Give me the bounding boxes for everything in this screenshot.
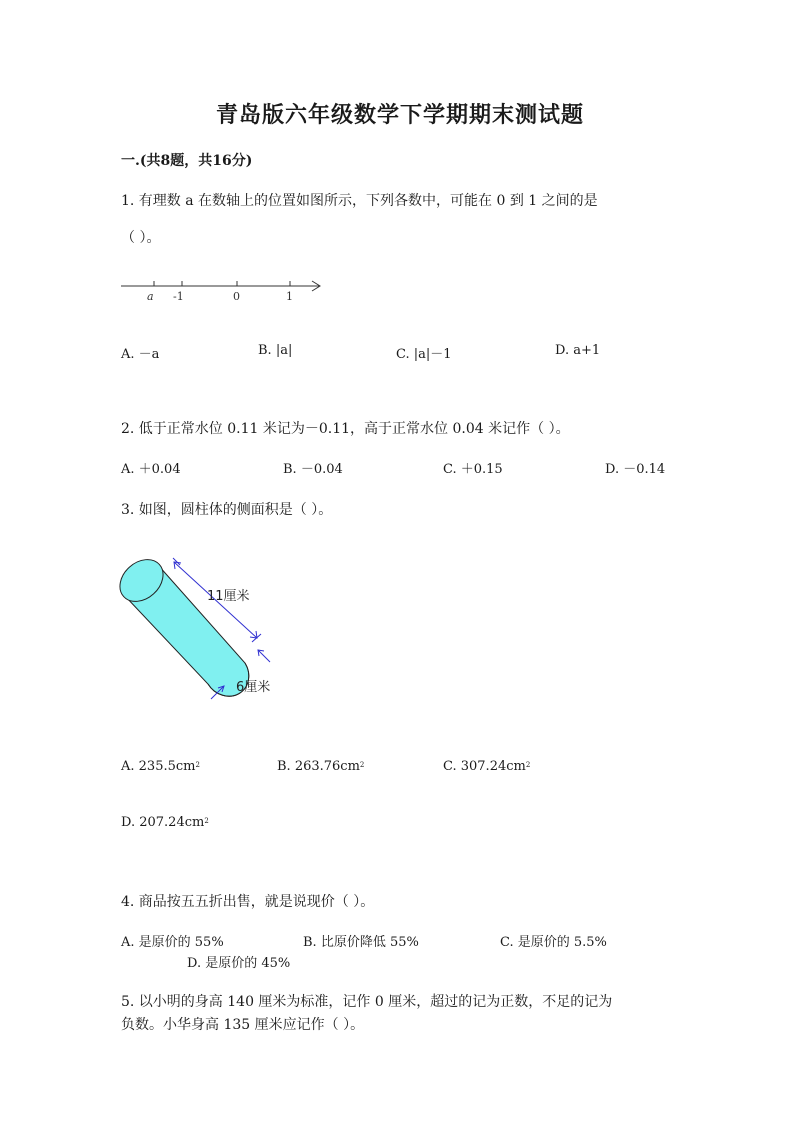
q1-option-a[interactable]: A. －a xyxy=(121,347,160,362)
label-1: 1 xyxy=(286,290,293,303)
q4-option-a[interactable]: A. 是原价的 55% xyxy=(121,935,224,950)
q3-option-b[interactable] xyxy=(277,759,364,774)
q3-option-c-label: C. 307.24cm xyxy=(443,759,526,774)
length-label: 11厘米 xyxy=(207,589,250,604)
q4-option-d[interactable]: D. 是原价的 45% xyxy=(187,956,291,971)
q1-option-b[interactable]: B. |a| xyxy=(258,343,293,358)
superscript: 2 xyxy=(195,761,200,769)
label-minus-1: -1 xyxy=(173,290,184,303)
q1-option-c[interactable]: C. |a|－1 xyxy=(396,347,452,362)
superscript: 2 xyxy=(359,761,365,769)
diameter-label: 6厘米 xyxy=(236,680,271,695)
q3-option-c[interactable] xyxy=(443,759,530,774)
diameter-arrow-top xyxy=(258,650,270,662)
q2-option-c[interactable]: C. ＋0.15 xyxy=(443,462,503,477)
number-line-figure xyxy=(115,272,330,308)
section-heading: 一.(共8题，共16分) xyxy=(121,153,253,169)
question-4-text: 4. 商品按五五折出售，就是说现价（ ）。 xyxy=(121,894,375,910)
superscript: 2 xyxy=(204,817,209,825)
q3-option-d-label: D. 207.24cm xyxy=(121,815,205,830)
question-2-text: 2. 低于正常水位 0.11 米记为－0.11，高于正常水位 0.04 米记作（ ）。 xyxy=(121,421,570,437)
q3-option-b-label: B. 263.76cm xyxy=(277,759,360,774)
q2-option-d[interactable]: D. －0.14 xyxy=(605,462,666,477)
q3-option-d[interactable] xyxy=(121,815,209,830)
label-a: a xyxy=(147,290,154,303)
page-title: 青岛版六年级数学下学期期末测试题 xyxy=(215,102,584,128)
q3-option-a-label: A. 235.5cm xyxy=(121,759,196,774)
cylinder-figure xyxy=(118,552,293,712)
q2-option-b[interactable]: B. －0.04 xyxy=(283,462,343,477)
q3-option-a[interactable] xyxy=(121,759,200,774)
superscript: 2 xyxy=(525,761,531,769)
question-3-text: 3. 如图，圆柱体的侧面积是（ ）。 xyxy=(121,502,333,518)
label-0: 0 xyxy=(233,290,240,303)
question-5-line-1: 5. 以小明的身高 140 厘米为标准，记作 0 厘米，超过的记为正数，不足的记为 xyxy=(121,994,613,1010)
q1-option-d[interactable]: D. a+1 xyxy=(555,343,601,358)
question-5-line-2: 负数。小华身高 135 厘米应记作（ ）。 xyxy=(121,1017,365,1033)
q4-option-b[interactable]: B. 比原价降低 55% xyxy=(303,935,419,950)
q2-option-a[interactable]: A. ＋0.04 xyxy=(121,462,181,477)
question-1-text: 1. 有理数 a 在数轴上的位置如图所示，下列各数中，可能在 0 到 1 之间的是 xyxy=(121,193,598,209)
q4-option-c[interactable]: C. 是原价的 5.5% xyxy=(500,935,607,950)
question-1-blank: （ ）。 xyxy=(121,230,161,246)
